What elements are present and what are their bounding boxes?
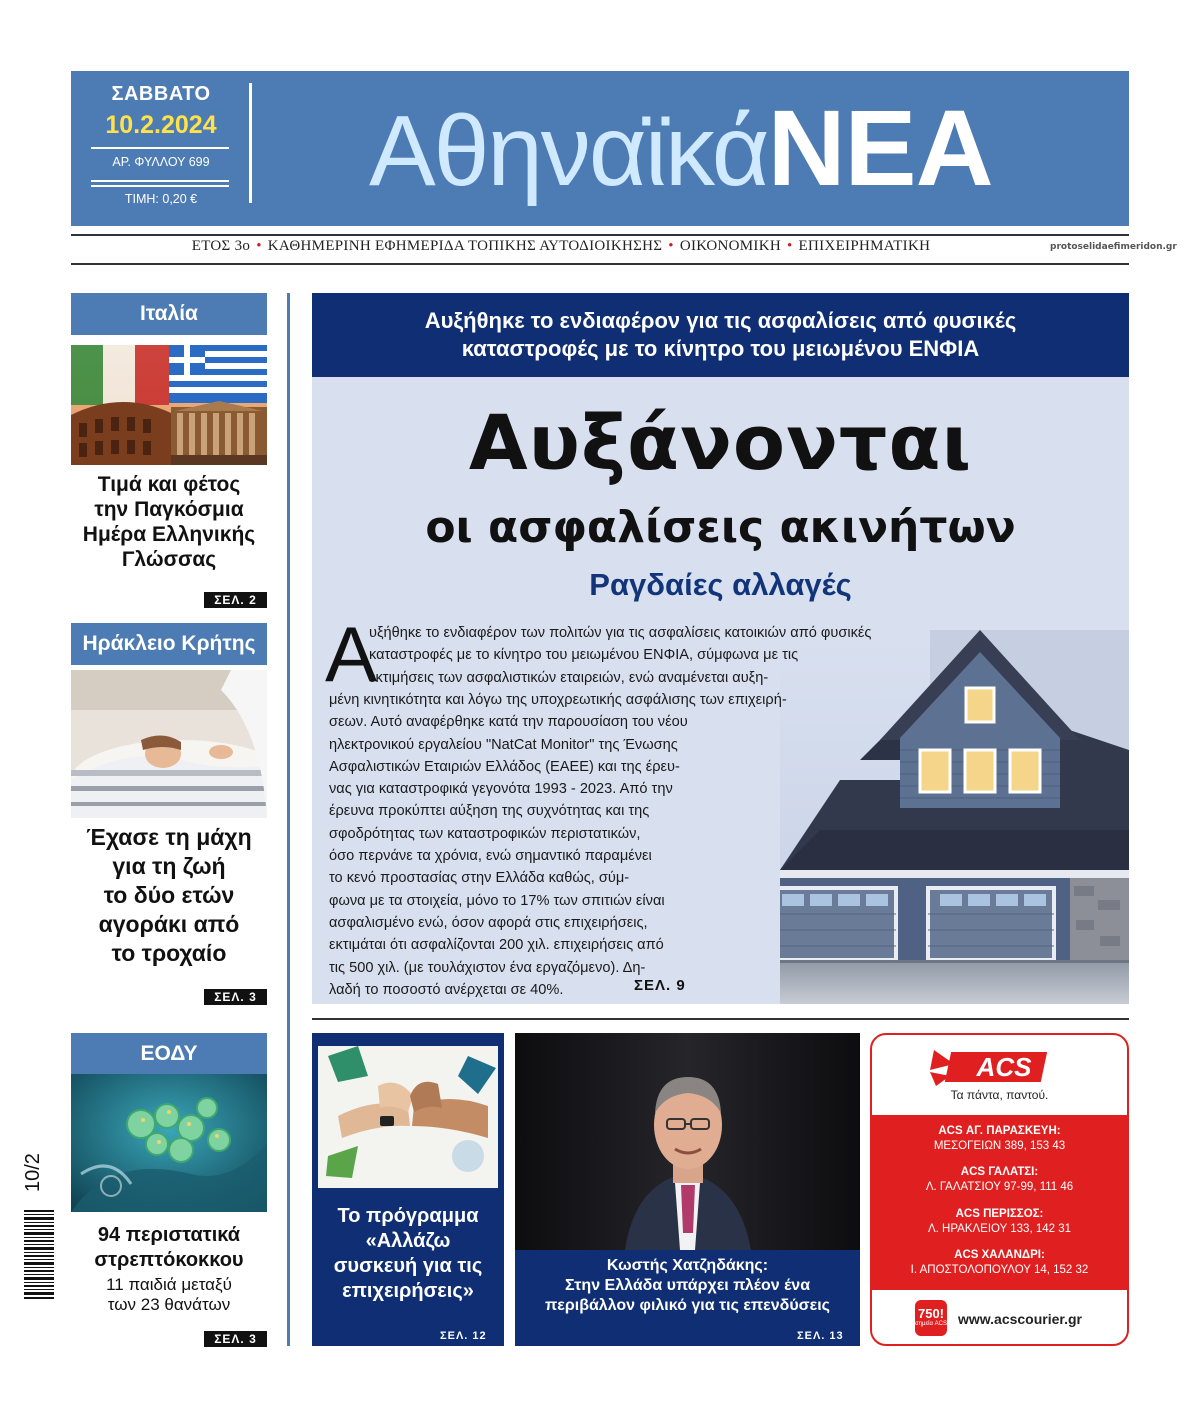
program-headline-line: συσκευή για τις [333,1255,483,1277]
eody-subhead-line: 11 παιδιά μεταξύ [106,1275,232,1294]
acs-store-address: Λ. ΓΑΛΑΤΣΙΟΥ 97-99, 111 46 [925,1181,1074,1193]
tagline-type: ΚΑΘΗΜΕΡΙΝΗ ΕΦΗΜΕΡΙΔΑ ΤΟΠΙΚΗΣ ΑΥΤΟΔΙΟΙΚΗΣΗΣ [267,238,663,254]
acs-logo-text: ACS [976,1052,1032,1082]
body-line: καταστροφές με το κίνητρο του μειωμένου ΕΝΦΙΑ, σύμφωνα με τις [369,647,799,664]
program-headline-line: επιχειρήσεις» [342,1280,474,1302]
section-rule [312,1018,1129,1020]
tagline-rule-bottom [71,263,1129,265]
body-line: εκτιμήσεις των ασφαλιστικών εταιρειών, ενώ αναμένεται αυξη- [369,669,769,686]
section-header-crete[interactable]: Ηράκλειο Κρήτης [71,623,267,665]
acs-badge-number: 750! [917,1306,945,1321]
hospital-child-image[interactable] [71,670,267,818]
body-line: ασφαλισμένο ενώ, όσον αφορά στις επιχειρήσεις, [329,914,648,931]
bullet-icon: • [256,238,262,254]
eody-subhead [71,1275,267,1315]
body-line: φωνα με τα στοιχεία, μόνο το 17% των σπιτιών είναι [329,892,665,909]
italy-headline-line: Τιμά και φέτος [97,473,241,496]
acs-store-name: ACS ΓΑΛΑΤΣΙ: [960,1166,1039,1178]
date-box [71,71,251,226]
italy-headline-line: Γλώσσας [121,548,217,571]
crete-headline-line: για τη ζωή [112,853,226,879]
crete-headline-line: αγοράκι από [98,911,240,937]
acs-points-badge [915,1300,947,1336]
hatzidakis-photo [515,1033,860,1250]
body-line: λαδή το ποσοστό ανέρχεται σε 40%. [329,981,564,998]
main-kicker-line: Αυξήθηκε το ενδιαφέρον για τις ασφαλίσεις από φυσικές [424,308,1017,333]
eody-subhead-line: των 23 θανάτων [107,1295,231,1314]
body-line: τις 500 χιλ. (με τουλάχιστον ένα εργαζόμενο). Δη- [329,959,646,976]
main-body-text-continued [329,689,787,1001]
program-headline[interactable] [312,1204,504,1304]
issue-price: ΤΙΜΗ: 0,20 € [124,192,198,206]
bacteria-image[interactable] [71,1074,267,1212]
tagline-business: ΕΠΙΧΕΙΡΗΜΑΤΙΚΗ [798,238,931,254]
issue-day: ΣΑΒΒΑΤΟ [111,83,211,105]
section-header-eody[interactable]: ΕΟΔΥ [71,1033,267,1075]
eody-headline-line: 94 περιστατικά [97,1224,241,1246]
italy-headline[interactable] [71,472,267,572]
hatzidakis-page-ref[interactable]: ΣΕΛ. 13 [797,1330,844,1342]
body-line: σφοδρότητας των καταστροφικών περιστατικών, [329,825,641,842]
masthead-divider [249,83,252,203]
logo-bold-text: ΝΕΑ [767,87,993,208]
crete-headline[interactable] [71,823,267,968]
drop-cap: Α [325,610,378,698]
issue-date: 10.2.2024 [105,111,217,139]
body-line: μένη κινητικότητα και λόγω της υποχρεωτικής ασφάλισης των επιχειρή- [329,692,787,708]
column-divider [287,293,290,1346]
italy-headline-line: την Παγκόσμια [94,498,244,521]
body-line: σεων. Αυτό αναφέρθηκε κατά την παρουσίαση του νέου [329,714,688,731]
hatzidakis-headline[interactable] [515,1256,860,1316]
crete-headline-line: Έχασε τη μάχη [86,824,252,850]
tagline-year: ΕΤΟΣ 3ο [191,238,251,254]
italy-page-ref[interactable]: ΣΕΛ. 2 [204,592,267,608]
crete-page-ref[interactable]: ΣΕΛ. 3 [204,989,267,1005]
tagline-rule-top [71,234,1129,236]
main-headline[interactable]: Αυξάνονται [468,398,973,487]
italy-headline-line: Ημέρα Ελληνικής [82,523,256,546]
newspaper-logo[interactable] [369,87,993,208]
acs-logo-icon[interactable] [930,1048,1050,1088]
issue-rule-1 [91,180,229,182]
tagline [71,238,1051,255]
logo-light-text: Αθηναϊκά [369,95,768,207]
body-line: το κενό προστασίας στην Ελλάδα καθώς, σύμ- [329,870,630,887]
hatzidakis-headline-line: Κωστής Χατζηδάκης: [606,1257,769,1274]
body-line: υξήθηκε το ενδιαφέρον των πολιτών για τις ασφαλίσεις κατοικιών από φυσικές [369,625,872,641]
body-line: έρευνα προκύπτει αύξηση της συχνότητας και της [329,803,650,820]
crete-headline-line: το τροχαίο [111,940,227,966]
main-kicker-line: καταστροφές με το κίνητρο του μειωμένου ΕΝΦΙΑ [461,336,980,361]
main-page-ref[interactable]: ΣΕΛ. 9 [634,977,686,994]
acs-store-address: Λ. ΗΡΑΚΛΕΙΟΥ 133, 142 31 [927,1223,1072,1235]
issue-rule-2 [91,185,229,187]
bacteria-icon [71,1074,267,1212]
bullet-icon: • [786,238,793,254]
acs-store-address: Ι. ΑΠΟΣΤΟΛΟΠΟΥΛΟΥ 14, 152 32 [910,1264,1089,1276]
main-body-text [369,622,871,689]
main-kicker [312,293,1129,377]
body-line: ηλεκτρονικού εργαλείου "NatCat Monitor" της Ένωσης [329,736,678,753]
program-page-ref[interactable]: ΣΕΛ. 12 [440,1330,487,1342]
hatzidakis-headline-line: Στην Ελλάδα υπάρχει πλέον ένα [564,1277,811,1294]
acs-badge-caption: σημεία ACS [915,1321,947,1327]
acs-slogan: Τα πάντα, παντού. [950,1088,1049,1102]
hospital-bed-icon [71,670,267,818]
body-line: εκτιμάται ότι ασφαλίζονται 200 χιλ. επιχειρήσεις από [329,937,664,954]
crete-headline-line: το δύο ετών [103,882,235,908]
acs-store-name: ACS ΑΓ. ΠΑΡΑΣΚΕΥΗ: [938,1125,1061,1137]
hands-fist-bump-icon [318,1046,498,1188]
acs-store-name: ACS ΠΕΡΙΣΣΟΣ: [955,1208,1044,1220]
eody-headline-line: στρεπτόκοκκου [94,1249,244,1271]
program-headline-line: Το πρόγραμμα [337,1205,479,1227]
masthead [71,71,1129,226]
colosseum-parthenon-icon [71,345,267,465]
eody-headline[interactable] [71,1223,267,1273]
politician-portrait-icon [515,1033,860,1250]
body-line: όσο περνάνε τα χρόνια, ενώ σημαντικό παραμένει [329,848,652,865]
italy-greece-image[interactable] [71,345,267,465]
issue-number: ΑΡ. ΦΥΛΛΟΥ 699 [112,155,210,169]
main-subhead: Ραγδαίες αλλαγές [589,567,852,602]
barcode-date: 10/2 [22,1153,44,1192]
section-header-italy[interactable]: Ιταλία [71,293,267,335]
tagline-economic: ΟΙΚΟΝΟΜΙΚΗ [679,238,781,254]
main-headline-second-line[interactable]: οι ασφαλίσεις ακινήτων [425,502,1016,553]
body-line: Ασφαλιστικών Εταιριών Ελλάδος (ΕΑΕΕ) και της έρευ- [329,758,680,775]
date-rule [91,147,229,149]
program-headline-line: «Αλλάζω [365,1230,451,1252]
acs-store-address: ΜΕΣΟΓΕΙΩΝ 389, 153 43 [933,1140,1066,1152]
bullet-icon: • [668,238,674,254]
acs-store-name: ACS ΧΑΛΑΝΔΡΙ: [954,1249,1045,1261]
watermark: protoselidaefimeridon.gr [1050,242,1177,252]
hatzidakis-headline-line: περιβάλλον φιλικό για τις επενδύσεις [545,1297,830,1314]
program-image [318,1046,498,1188]
acs-website-link[interactable]: www.acscourier.gr [958,1311,1082,1327]
eody-page-ref[interactable]: ΣΕΛ. 3 [204,1331,267,1347]
body-line: νας για καταστροφικά γεγονότα 1993 - 2023. Από την [329,781,673,798]
